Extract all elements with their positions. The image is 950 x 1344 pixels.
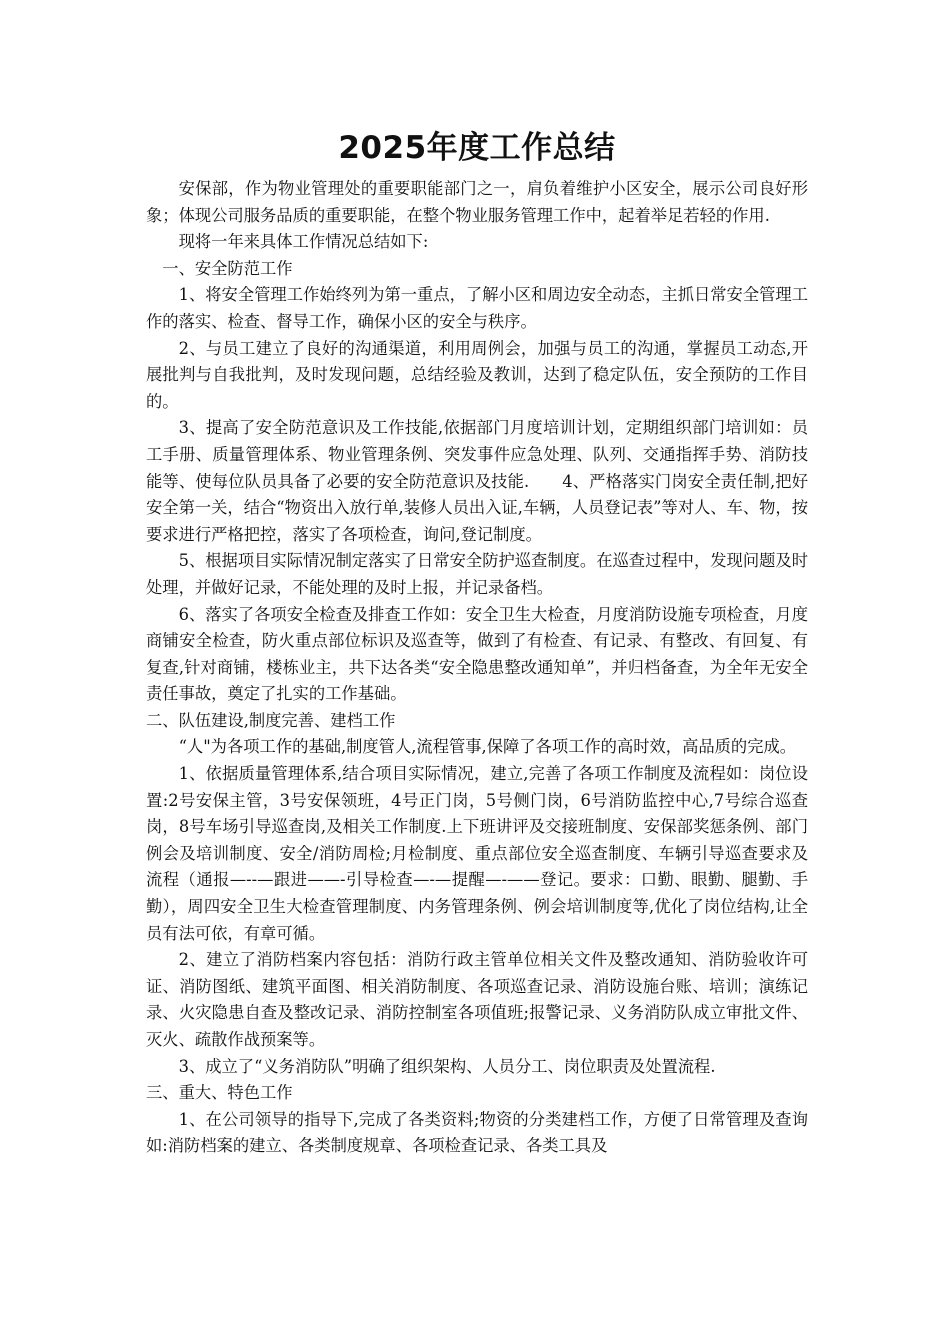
document-page (146, 126, 808, 1160)
paragraph-security-1: 1、将安全管理工作始终列为第一重点，了解小区和周边安全动态，主抓日常安全管理工作的落实、检查、督导工作，确保小区的安全与秩序。 (146, 285, 808, 331)
section-heading-major: 三、重大、特色工作 (146, 1083, 293, 1103)
paragraph-security-5: 5、根据项目实际情况制定落实了日常安全防护巡查制度。在巡查过程中，发现问题及时处理，并做好记录，不能处理的及时上报，并记录备档。 (146, 551, 808, 597)
paragraph-major-1: 1、在公司领导的指导下,完成了各类资料;物资的分类建档工作，方便了日常管理及查询如:消防档案的建立、各类制度规章、各项检查记录、各类工具及 (146, 1109, 808, 1156)
paragraph-team-2: 2、建立了消防档案内容包括：消防行政主管单位相关文件及整改通知、消防验收许可证、消防图纸、建筑平面图、相关消防制度、各项巡查记录、消防设施台账、培训；演练记录、火灾隐患自查及整改记录、消防控制室各项值班;报警记录、义务消防队成立审批文件、灭火、疏散作战预案等。 (146, 950, 808, 1049)
paragraph-team-3: 3、成立了“义务消防队”明确了组织架构、人员分工、岗位职责及处置流程. (178, 1056, 716, 1076)
paragraph-team-intro: “人"为各项工作的基础,制度管人,流程管事,保障了各项工作的高时效，高品质的完成。 (178, 737, 797, 757)
paragraph-security-6: 6、落实了各项安全检查及排查工作如：安全卫生大检查，月度消防设施专项检查，月度商铺安全检查，防火重点部位标识及巡查等，做到了有检查、有记录、有整改、有回复、有复查,针对商铺，楼栋业主，共下达各类“安全隐患整改通知单”，并归档备查，为全年无安全责任事故，奠定了扎实的工作基础。 (146, 604, 808, 704)
document-title: 2025年度工作总结 (338, 130, 616, 166)
section-heading-team: 二、队伍建设,制度完善、建档工作 (146, 710, 396, 730)
intro-paragraph: 安保部，作为物业管理处的重要职能部门之一，肩负着维护小区安全，展示公司良好形象；体现公司服务品质的重要职能，在整个物业服务管理工作中，起着举足若轻的作用. (146, 179, 808, 225)
section-heading-security: 一、安全防范工作 (162, 258, 293, 278)
paragraph-team-1: 1、依据质量管理体系,结合项目实际情况，建立,完善了各项工作制度及流程如：岗位设置:2号安保主管，3号安保领班，4号正门岗，5号侧门岗，6号消防监控中心,7号综合巡查岗，8号车场引导巡查岗,及相关工作制度.上下班讲评及交接班制度、安保部奖惩条例、部门例会及培训制度、安全/消防周检;月检制度、重点部位安全巡查制度、车辆引导巡查要求及流程（通报—--—跟进——-引导检查—-—提醒—-——登记。要求：口勤、眼勤、腿勤、手勤），周四安全卫生大检查管理制度、内务管理条例、例会培训制度等,优化了岗位结构,让全员有法可依，有章可循。 (146, 764, 808, 943)
paragraph-security-3-4: 3、提高了安全防范意识及工作技能,依据部门月度培训计划，定期组织部门培训如：员工手册、质量管理体系、物业管理条例、突发事件应急处理、队列、交通指挥手势、消防技能等、使每位队员具备了必要的安全防范意识及技能. 4、严格落实门岗安全责任制,把好安全第一关，结合“物资出入放行单,装修人员出入证,车辆，人员登记表”等对人、车、物，按要求进行严格把控，落实了各项检查，询问,登记制度。 (146, 418, 808, 544)
paragraph-security-2: 2、与员工建立了良好的沟通渠道，利用周例会，加强与员工的沟通，掌握员工动态,开展批判与自我批判，及时发现问题，总结经验及教训，达到了稳定队伍，安全预防的工作目的。 (146, 338, 808, 411)
summary-lead-paragraph: 现将一年来具体工作情况总结如下: (178, 232, 429, 252)
